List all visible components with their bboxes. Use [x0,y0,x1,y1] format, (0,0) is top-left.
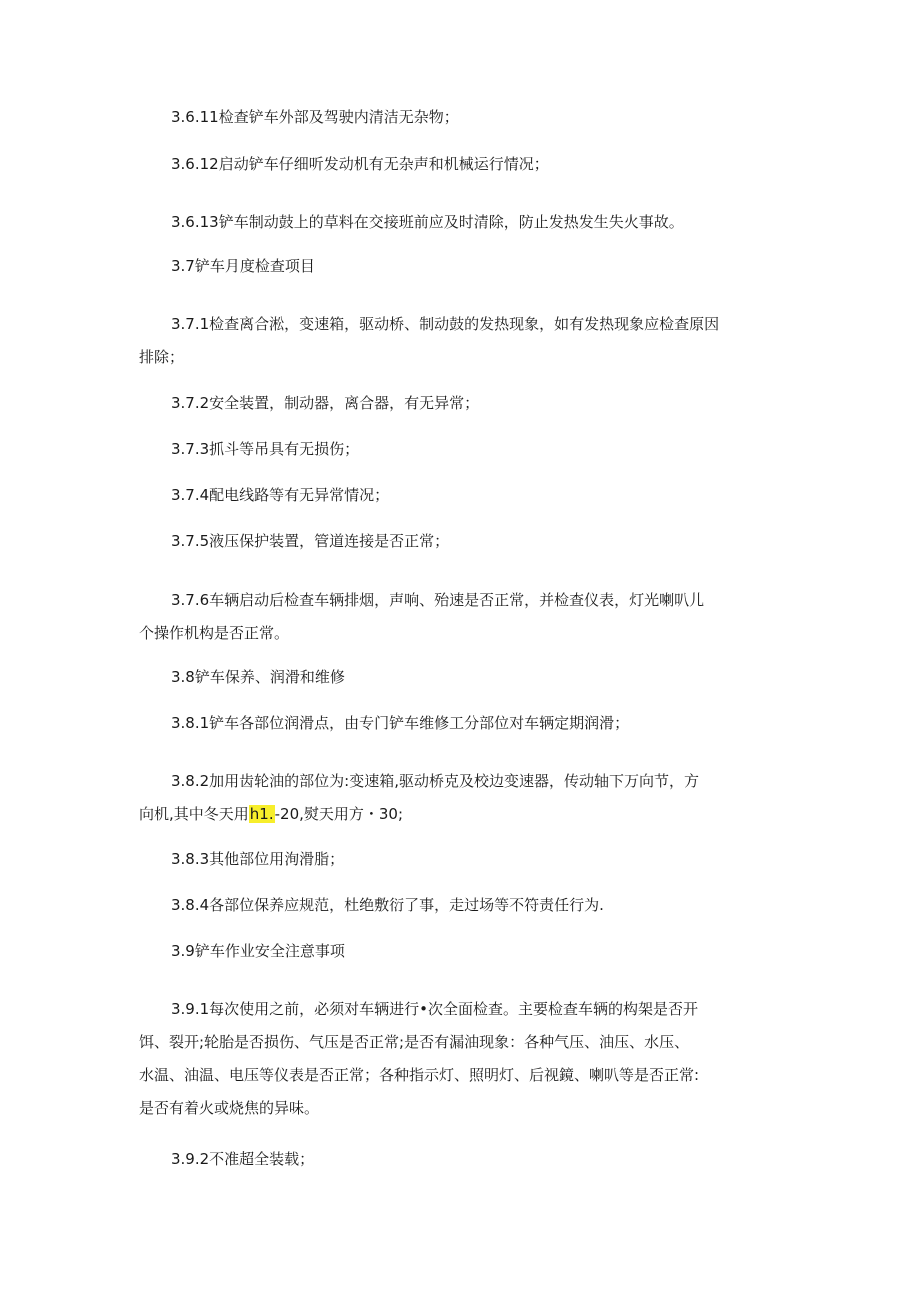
line-text-after-highlight: -20,熨天用方・30; [274,805,404,823]
highlighted-text: h1. [249,805,274,823]
paragraph-line: 3.6.12启动铲车仔细听发动机有无杂声和机械运行情况； [171,155,549,173]
paragraph-3-9-1 [139,993,779,1125]
paragraph-line: 3.6.13铲车制动鼓上的草料在交接班前应及时清除，防止发热发生失火事故。 [171,213,684,231]
section-heading-3-8 [139,661,779,694]
paragraph-3-7-1 [139,308,779,374]
paragraph-line: 3.8.2加用齿轮油的部位为:变速箱,驱动桥克及校边变速器，传动轴下万向节，方 [171,772,699,790]
section-heading-3-9 [139,935,779,968]
paragraph-line: 3.8.3其他部位用洵滑脂； [171,850,345,868]
paragraph-line: 3.9铲车作业安全注意事项 [171,942,345,960]
paragraph-3-8-2 [139,765,779,831]
paragraph-line: 3.7.5液压保护装置，管道连接是否正常； [171,532,450,550]
paragraph-3-6-12 [139,148,779,181]
paragraph-line: 是否有着火或烧焦的异味。 [139,1099,320,1117]
section-heading-3-7 [139,250,779,283]
paragraph-line-with-highlight [139,798,779,831]
paragraph-line: 饵、裂开;轮胎是否损伤、气压是否正常;是否有漏油现象：各种气压、油压、水压、 [139,1033,690,1051]
paragraph-3-9-2 [139,1143,779,1176]
paragraph-3-7-2 [139,387,779,420]
paragraph-line: 3.7.6车辆启动后检查车辆排烟，声响、殆速是否正常，并检查仪表，灯光喇叭儿 [171,591,705,609]
paragraph-3-8-3 [139,843,779,876]
paragraph-line: 3.8.4各部位保养应规范，杜绝敷衍了事，走过场等不符责任行为. [171,896,604,914]
paragraph-line: 3.7铲车月度检查项目 [171,257,315,275]
paragraph-line: 3.9.2不准超全装载； [171,1150,315,1168]
paragraph-line: 3.7.2安全装置，制动器，离合器，有无异常； [171,394,480,412]
paragraph-3-7-4 [139,479,779,512]
paragraph-3-7-6 [139,584,779,650]
paragraph-3-7-3 [139,433,779,466]
line-text-before-highlight: 向机,其中冬天用 [139,805,249,823]
paragraph-3-7-5 [139,525,779,558]
paragraph-line: 3.7.4配电线路等有无异常情况； [171,486,390,504]
paragraph-3-8-4 [139,889,779,922]
paragraph-line: 水温、油温、电压等仪表是否正常；各种指示灯、照明灯、后视鏡、喇叭等是否正常: [139,1066,700,1084]
paragraph-3-6-13 [139,206,779,239]
paragraph-line: 3.7.1检查离合淞，变速箱，驱动桥、制动鼓的发热现象，如有发热现象应检查原因 [171,315,720,333]
paragraph-3-8-1 [139,707,779,740]
paragraph-line: 3.8铲车保养、润滑和维修 [171,668,345,686]
paragraph-line: 个操作机构是否正常。 [139,624,290,642]
paragraph-line: 3.6.11检查铲车外部及驾驶内清洁无杂物； [171,108,459,126]
paragraph-line: 3.8.1铲车各部位润滑点，由专门铲车维修工分部位对车辆定期润滑； [171,714,630,732]
paragraph-3-6-11 [139,101,779,134]
paragraph-line: 3.7.3抓斗等吊具有无损伤； [171,440,360,458]
paragraph-line: 3.9.1每次使用之前，必须对车辆进行•次全面检查。主要检查车辆的构架是否开 [171,1000,699,1018]
paragraph-line: 排除； [139,348,185,366]
